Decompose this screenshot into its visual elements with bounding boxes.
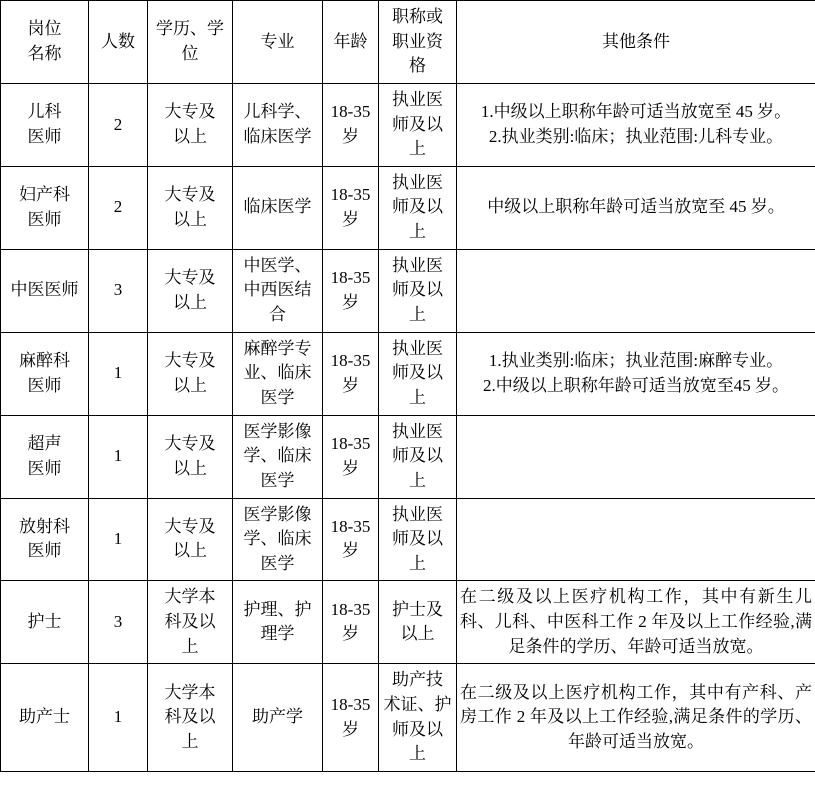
cell-age: 18-35 岁 (323, 581, 379, 664)
table-row (1, 664, 815, 772)
header-major: 专业 (233, 1, 323, 84)
header-count: 人数 (89, 1, 148, 84)
cell-other-conditions (457, 415, 815, 498)
cell-education: 大专及 以上 (148, 498, 233, 581)
cell-major: 护理、护 理学 (233, 581, 323, 664)
cell-title: 执业医 师及以 上 (379, 166, 457, 249)
cell-other-conditions (457, 498, 815, 581)
cell-other-conditions: 1.执业类别:临床；执业范围:麻醉专业。 2.中级以上职称年龄可适当放宽至45 岁。 (457, 332, 815, 415)
cell-count: 1 (89, 415, 148, 498)
cell-education: 大专及 以上 (148, 166, 233, 249)
cell-age: 18-35 岁 (323, 415, 379, 498)
cell-title: 执业医 师及以 上 (379, 332, 457, 415)
cell-title: 执业医 师及以 上 (379, 83, 457, 166)
cell-title: 助产技 术证、护 师及以 上 (379, 664, 457, 772)
cell-position: 放射科 医师 (1, 498, 89, 581)
table-row (1, 166, 815, 249)
header-other-conditions: 其他条件 (457, 1, 815, 84)
cell-position: 助产士 (1, 664, 89, 772)
header-title: 职称或 职业资 格 (379, 1, 457, 84)
header-education: 学历、学 位 (148, 1, 233, 84)
table-header (1, 1, 815, 84)
table-row (1, 332, 815, 415)
cell-education: 大专及 以上 (148, 415, 233, 498)
cell-age: 18-35 岁 (323, 332, 379, 415)
cell-count: 1 (89, 332, 148, 415)
cell-major: 中医学、 中西医结 合 (233, 249, 323, 332)
cell-position: 超声 医师 (1, 415, 89, 498)
cell-education: 大专及 以上 (148, 332, 233, 415)
cell-position: 麻醉科 医师 (1, 332, 89, 415)
cell-title: 执业医 师及以 上 (379, 249, 457, 332)
cell-count: 3 (89, 249, 148, 332)
cell-education: 大专及 以上 (148, 83, 233, 166)
cell-count: 1 (89, 664, 148, 772)
cell-position: 中医医师 (1, 249, 89, 332)
cell-other-conditions (457, 249, 815, 332)
cell-major: 临床医学 (233, 166, 323, 249)
header-position: 岗位 名称 (1, 1, 89, 84)
cell-age: 18-35 岁 (323, 166, 379, 249)
cell-other-conditions: 中级以上职称年龄可适当放宽至 45 岁。 (457, 166, 815, 249)
cell-education: 大学本 科及以 上 (148, 664, 233, 772)
table-row (1, 83, 815, 166)
cell-position: 儿科 医师 (1, 83, 89, 166)
cell-other-conditions: 1.中级以上职称年龄可适当放宽至 45 岁。 2.执业类别:临床；执业范围:儿科专业。 (457, 83, 815, 166)
table-row (1, 249, 815, 332)
cell-education: 大学本 科及以 上 (148, 581, 233, 664)
table-row (1, 498, 815, 581)
cell-age: 18-35 岁 (323, 664, 379, 772)
header-row (1, 1, 815, 84)
cell-education: 大专及 以上 (148, 249, 233, 332)
cell-other-conditions: 在二级及以上医疗机构工作，其中有产科、产房工作 2 年及以上工作经验,满足条件的学历、年龄可适当放宽。 (457, 664, 815, 772)
cell-major: 儿科学、 临床医学 (233, 83, 323, 166)
table-row (1, 415, 815, 498)
cell-age: 18-35 岁 (323, 498, 379, 581)
cell-title: 执业医 师及以 上 (379, 415, 457, 498)
cell-title: 护士及 以上 (379, 581, 457, 664)
cell-major: 医学影像 学、临床 医学 (233, 498, 323, 581)
header-age: 年龄 (323, 1, 379, 84)
cell-title: 执业医 师及以 上 (379, 498, 457, 581)
cell-count: 3 (89, 581, 148, 664)
cell-position: 护士 (1, 581, 89, 664)
cell-major: 助产学 (233, 664, 323, 772)
cell-count: 2 (89, 166, 148, 249)
cell-major: 医学影像 学、临床 医学 (233, 415, 323, 498)
cell-major: 麻醉学专 业、临床 医学 (233, 332, 323, 415)
cell-count: 2 (89, 83, 148, 166)
table-body (1, 83, 815, 771)
table-row (1, 581, 815, 664)
cell-other-conditions: 在二级及以上医疗机构工作，其中有新生儿科、儿科、中医科工作 2 年及以上工作经验,满足条件的学历、年龄可适当放宽。 (457, 581, 815, 664)
cell-age: 18-35 岁 (323, 249, 379, 332)
cell-age: 18-35 岁 (323, 83, 379, 166)
cell-count: 1 (89, 498, 148, 581)
cell-position: 妇产科 医师 (1, 166, 89, 249)
